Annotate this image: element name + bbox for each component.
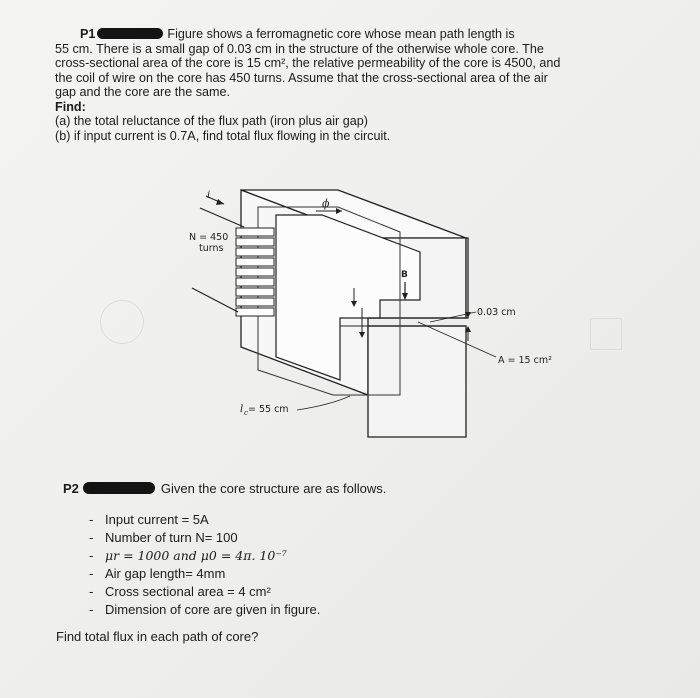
list-item: - Dimension of core are given in figure. [89, 602, 321, 617]
list-item: - Air gap length= 4mm [89, 566, 226, 581]
mean-path-symbol: l [240, 404, 244, 415]
list-item: - μr = 1000 and μ0 = 4π. 10⁻⁷ [89, 548, 287, 563]
core-figure [188, 183, 628, 443]
mean-path-subscript: c [244, 409, 248, 417]
problem-1-line: 55 cm. There is a small gap of 0.03 cm in the structure of the otherwise whole core. The [55, 41, 544, 56]
find-heading: Find: [55, 99, 86, 114]
problem-1 [55, 27, 640, 143]
turns-number-label: N = 450 [189, 232, 229, 243]
current-label: i [207, 190, 211, 201]
problem-2 [63, 481, 663, 619]
turns-label: turns [199, 243, 224, 254]
gap-length-label: 0.03 cm [477, 307, 516, 318]
problem-1-line: the coil of wire on the core has 450 turns. Assume that the cross-sectional area of the air [55, 70, 548, 85]
question-b: (b) if input current is 0.7A, find total flux flowing in the circuit. [55, 128, 391, 143]
problem-2-intro: Given the core structure are as follows. [160, 481, 387, 496]
list-item: - Input current = 5A [89, 512, 209, 527]
list-item: - Cross sectional area = 4 cm² [89, 584, 271, 599]
area-label: A = 15 cm² [498, 355, 552, 366]
redaction-mark [97, 28, 163, 39]
problem-1-line: cross-sectional area of the core is 15 cm², the relative permeability of the core is 4500, and [55, 56, 561, 70]
problem-1-line: gap and the core are the same. [55, 85, 231, 99]
flux-density-label: B [401, 270, 408, 280]
redaction-mark [83, 482, 155, 494]
problem-1-line: Figure shows a ferromagnetic core whose mean path length is [167, 27, 515, 41]
problem-2-question: Find total flux in each path of core? [56, 629, 259, 644]
given-list [63, 511, 663, 619]
mean-path-label: = 55 cm [248, 404, 289, 415]
flux-symbol: ϕ [322, 197, 330, 210]
problem-1-label: P1 [80, 27, 96, 41]
ghost-mark [100, 300, 144, 344]
list-item: - Number of turn N= 100 [89, 530, 238, 545]
question-a: (a) the total reluctance of the flux path (iron plus air gap) [55, 114, 368, 128]
problem-2-label: P2 [63, 481, 79, 496]
